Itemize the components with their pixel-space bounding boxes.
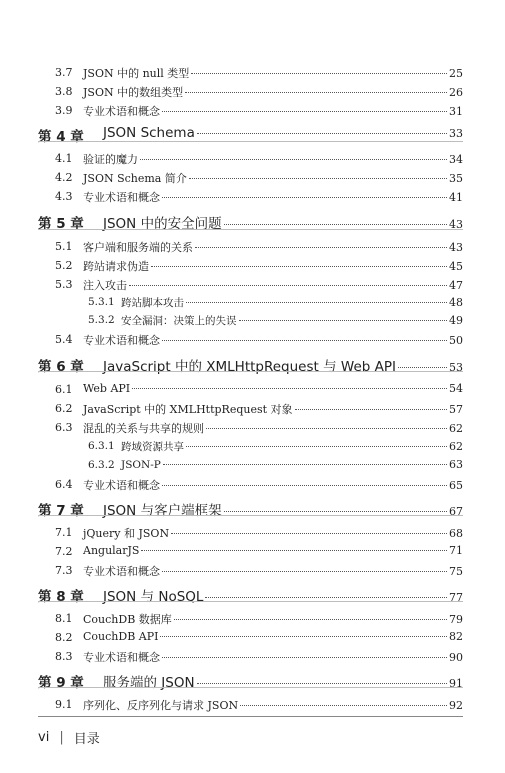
leader-dots (206, 428, 447, 429)
entry-title: JSON 中的数组类型 (83, 86, 184, 99)
entry-page-number: 68 (449, 527, 463, 540)
entry-title: 跨域资源共享 (121, 441, 184, 453)
leader-dots (224, 511, 447, 512)
leader-dots (239, 320, 448, 321)
entry-page-number: 26 (449, 86, 463, 99)
entry-page-number: 77 (449, 591, 463, 604)
entry-page-number: 63 (449, 458, 463, 471)
entry-title: CouchDB 数据库 (83, 613, 172, 626)
entry-title: 专业术语和概念 (83, 651, 160, 664)
chapter-divider (38, 229, 463, 230)
leader-dots (240, 705, 447, 706)
entry-line (83, 258, 463, 274)
leader-dots (197, 133, 447, 134)
entry-number: 6.3.1 (88, 440, 115, 452)
footer-page-number: vi (38, 730, 50, 745)
leader-dots (197, 683, 447, 684)
entry-title: 专业术语和概念 (83, 334, 160, 347)
leader-dots (398, 367, 447, 368)
entry-number: 第 5 章 (38, 216, 84, 232)
entry-line (83, 544, 463, 557)
page-footer (38, 728, 100, 747)
entry-page-number: 25 (449, 67, 463, 80)
entry-number: 6.1 (55, 383, 73, 396)
entry-title: 跨站请求伪造 (83, 260, 149, 273)
entry-title: JavaScript 中的 XMLHttpRequest 对象 (83, 403, 293, 416)
entry-line (83, 277, 463, 293)
leader-dots (162, 657, 447, 658)
entry-page-number: 50 (449, 334, 463, 347)
entry-number: 8.1 (55, 612, 73, 625)
entry-line (103, 671, 463, 691)
entry-page-number: 79 (449, 613, 463, 626)
entry-page-number: 49 (449, 314, 463, 327)
section-entry[interactable] (0, 100, 505, 122)
leader-dots (185, 92, 447, 93)
entry-title: 安全漏洞：决策上的失误 (121, 315, 237, 327)
leader-dots (163, 464, 447, 465)
leader-dots (174, 619, 447, 620)
entry-page-number: 62 (449, 422, 463, 435)
entry-title: JSON 与客户端框架 (103, 503, 222, 519)
entry-page-number: 43 (449, 241, 463, 254)
entry-number: 7.2 (55, 545, 73, 558)
entry-number: 5.3.2 (88, 314, 115, 326)
entry-title: 注入攻击 (83, 279, 127, 292)
section-entry[interactable] (0, 560, 505, 582)
entry-number: 第 4 章 (38, 129, 84, 145)
entry-line (83, 420, 463, 436)
entry-title: CouchDB API (83, 630, 159, 643)
entry-page-number: 65 (449, 479, 463, 492)
leader-dots (295, 409, 447, 410)
entry-page-number: 34 (449, 153, 463, 166)
entry-number: 第 8 章 (38, 589, 84, 605)
entry-page-number: 41 (449, 191, 463, 204)
leader-dots (162, 197, 447, 198)
entry-title: Web API (83, 382, 131, 395)
entry-title: AngularJS (83, 544, 140, 557)
section-entry[interactable] (0, 474, 505, 496)
entry-number: 4.1 (55, 152, 73, 165)
entry-number: 3.7 (55, 66, 73, 79)
leader-dots (140, 159, 447, 160)
entry-page-number: 48 (449, 296, 463, 309)
entry-number: 5.3.1 (88, 296, 115, 308)
entry-page-number: 57 (449, 403, 463, 416)
entry-title: JavaScript 中的 XMLHttpRequest 与 Web API (103, 359, 396, 375)
entry-page-number: 43 (449, 218, 463, 231)
leader-dots (171, 533, 447, 534)
entry-number: 4.2 (55, 171, 73, 184)
entry-line (83, 611, 463, 627)
entry-line (83, 649, 463, 665)
leader-dots (195, 247, 447, 248)
entry-line (83, 103, 463, 119)
entry-page-number: 62 (449, 440, 463, 453)
entry-line (103, 585, 463, 605)
entry-number: 7.1 (55, 526, 73, 539)
leader-dots (162, 340, 447, 341)
entry-page-number: 54 (449, 382, 463, 395)
chapter-divider (38, 515, 463, 516)
entry-number: 5.1 (55, 240, 73, 253)
entry-title: 混乱的关系与共享的规则 (83, 422, 204, 435)
entry-number: 第 6 章 (38, 359, 84, 375)
entry-line (83, 401, 463, 417)
leader-dots (151, 266, 447, 267)
entry-line (103, 125, 463, 141)
leader-dots (191, 73, 447, 74)
leader-dots (160, 636, 447, 637)
section-entry[interactable] (0, 186, 505, 208)
entry-line (83, 239, 463, 255)
leader-dots (224, 224, 447, 225)
entry-line (83, 170, 463, 186)
chapter-divider (38, 371, 463, 372)
entry-line (121, 458, 463, 471)
entry-page-number: 75 (449, 565, 463, 578)
entry-line (83, 630, 463, 643)
entry-page-number: 53 (449, 361, 463, 374)
entry-line (103, 499, 463, 519)
entry-page-number: 35 (449, 172, 463, 185)
chapter-divider (38, 141, 463, 142)
entry-number: 6.3.2 (88, 459, 115, 471)
entry-page-number: 82 (449, 630, 463, 643)
entry-title: JSON-P (121, 459, 161, 471)
entry-number: 6.2 (55, 402, 73, 415)
entry-number: 4.3 (55, 190, 73, 203)
entry-title: 专业术语和概念 (83, 479, 160, 492)
entry-title: JSON 中的 null 类型 (83, 67, 190, 80)
chapter-divider (38, 687, 463, 688)
entry-title: JSON 与 NoSQL (103, 589, 204, 605)
entry-title: 专业术语和概念 (83, 191, 160, 204)
footer-divider (38, 716, 463, 717)
entry-number: 第 7 章 (38, 503, 84, 519)
entry-line (83, 65, 463, 81)
entry-line (83, 151, 463, 167)
entry-title: JSON 中的安全问题 (103, 216, 222, 232)
entry-number: 7.3 (55, 564, 73, 577)
leader-dots (186, 302, 447, 303)
entry-number: 6.4 (55, 478, 73, 491)
entry-line (83, 697, 463, 713)
entry-page-number: 67 (449, 505, 463, 518)
entry-number: 第 9 章 (38, 675, 84, 691)
entry-line (121, 439, 463, 454)
entry-title: JSON Schema 简介 (83, 172, 187, 185)
leader-dots (162, 111, 447, 112)
entry-number: 5.2 (55, 259, 73, 272)
section-entry[interactable] (0, 646, 505, 668)
entry-line (83, 332, 463, 348)
leader-dots (162, 485, 447, 486)
entry-title: 序列化、反序列化与请求 JSON (83, 699, 239, 712)
chapter-divider (38, 601, 463, 602)
entry-line (83, 563, 463, 579)
entry-title: JSON Schema (103, 125, 195, 141)
entry-number: 3.8 (55, 85, 73, 98)
section-entry[interactable] (0, 694, 505, 716)
entry-number: 8.2 (55, 631, 73, 644)
entry-line (103, 355, 463, 375)
entry-number: 8.3 (55, 650, 73, 663)
entry-title: 专业术语和概念 (83, 105, 160, 118)
entry-page-number: 90 (449, 651, 463, 664)
leader-dots (141, 550, 447, 551)
entry-number: 6.3 (55, 421, 73, 434)
leader-dots (186, 446, 447, 447)
entry-page-number: 71 (449, 544, 463, 557)
entry-page-number: 92 (449, 699, 463, 712)
entry-line (83, 382, 463, 395)
entry-title: 客户端和服务端的关系 (83, 241, 193, 254)
entry-title: jQuery 和 JSON (83, 527, 170, 540)
entry-line (121, 313, 463, 328)
entry-page-number: 47 (449, 279, 463, 292)
entry-title: 跨站脚本攻击 (121, 297, 184, 309)
entry-number: 5.4 (55, 333, 73, 346)
entry-number: 9.1 (55, 698, 73, 711)
entry-page-number: 31 (449, 105, 463, 118)
footer-label: 目录 (73, 732, 100, 747)
leader-dots (129, 285, 447, 286)
footer-separator: | (59, 730, 64, 745)
entry-page-number: 33 (449, 127, 463, 140)
leader-dots (189, 178, 447, 179)
leader-dots (162, 571, 447, 572)
leader-dots (205, 597, 447, 598)
leader-dots (132, 388, 447, 389)
entry-title: 服务端的 JSON (103, 675, 195, 691)
entry-line (121, 295, 463, 310)
section-entry[interactable] (0, 329, 505, 351)
entry-line (83, 525, 463, 541)
entry-line (83, 84, 463, 100)
entry-title: 验证的魔力 (83, 153, 138, 166)
entry-number: 5.3 (55, 278, 73, 291)
entry-title: 专业术语和概念 (83, 565, 160, 578)
entry-line (83, 477, 463, 493)
entry-page-number: 91 (449, 677, 463, 690)
entry-line (83, 189, 463, 205)
entry-page-number: 45 (449, 260, 463, 273)
entry-number: 3.9 (55, 104, 73, 117)
